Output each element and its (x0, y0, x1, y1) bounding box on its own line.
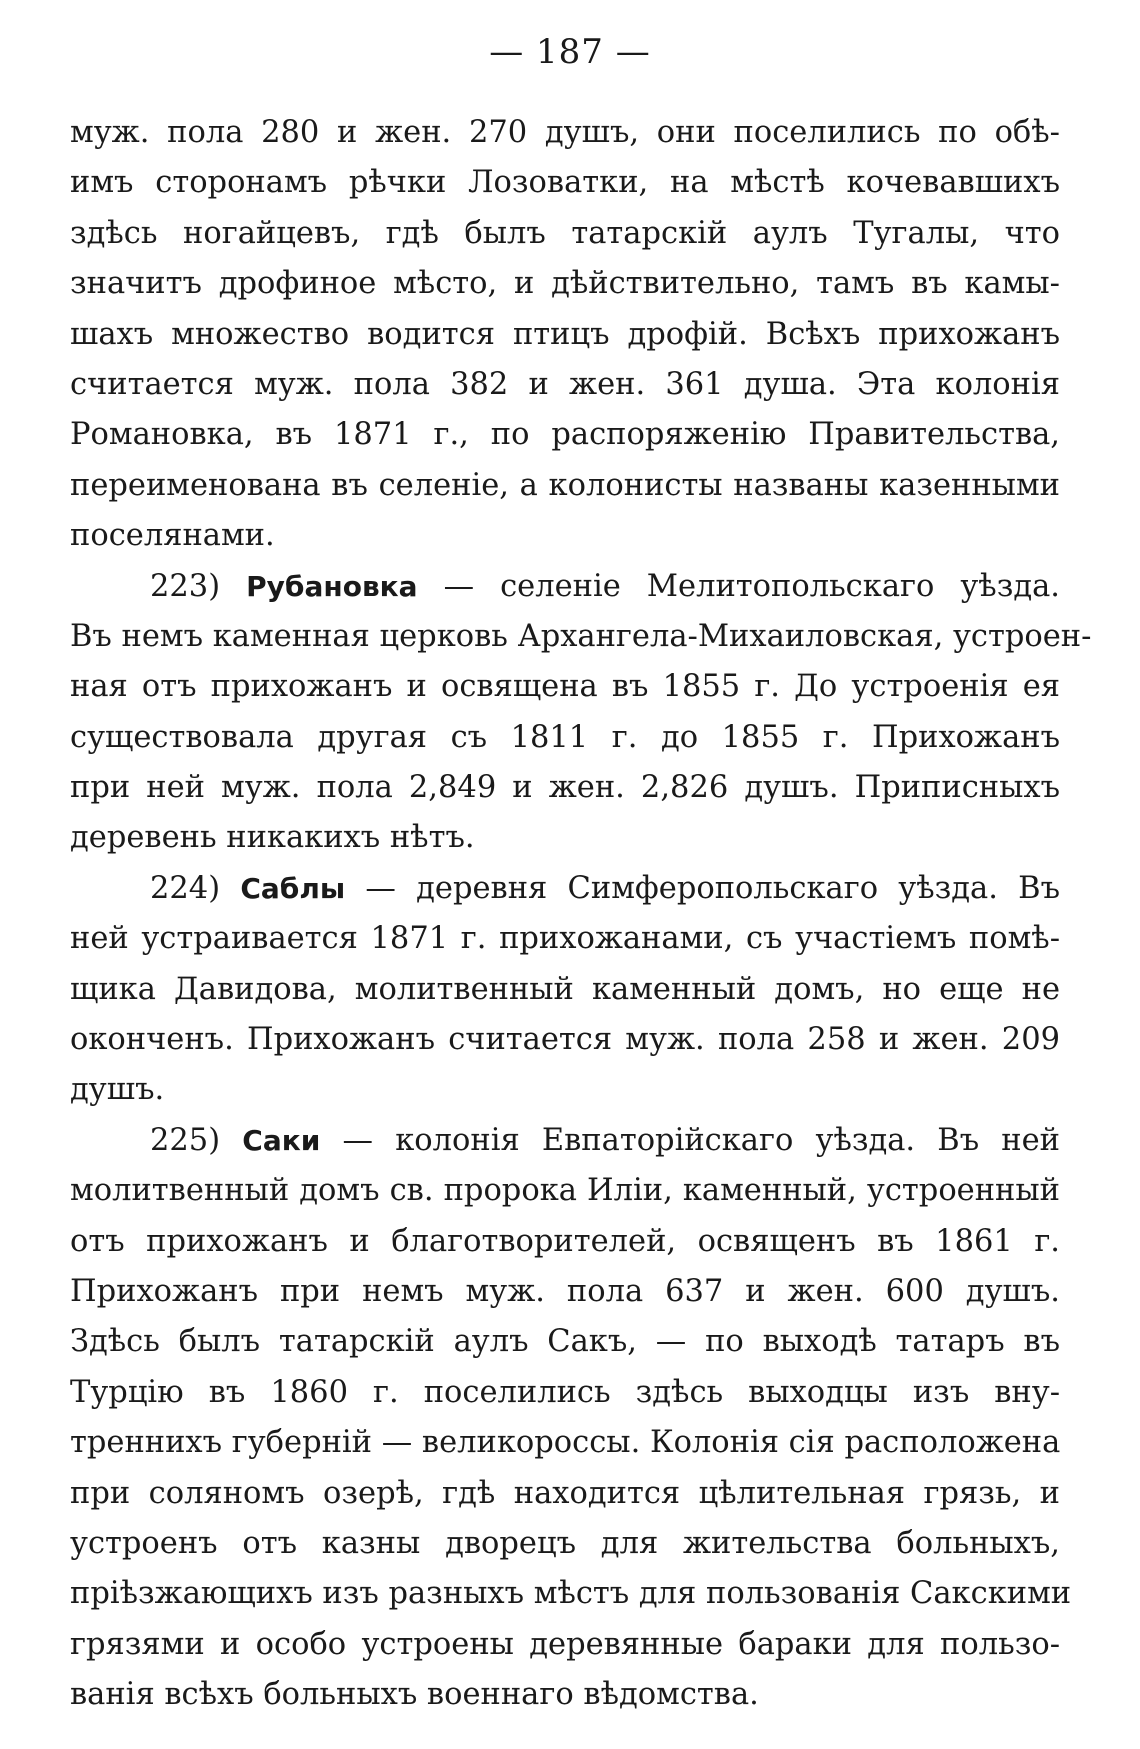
entry-name: Саки (242, 1123, 321, 1157)
paragraph-continuation (70, 108, 1060, 562)
entry-heading-rest: — селеніе Мелитопольскаго уѣзда. (417, 568, 1060, 604)
entry-heading-rest: — деревня Симферопольскаго уѣзда. Въ (345, 870, 1060, 906)
text-line: треннихъ губерній — великороссы. Колонія сія расположена (70, 1425, 1061, 1461)
text-line: Въ немъ каменная церковь Архангела-Михаиловская, устроен- (70, 618, 1092, 654)
text-line: душъ. (70, 1072, 165, 1108)
text-line: ванія всѣхъ больныхъ военнаго вѣдомства. (70, 1677, 759, 1713)
text-line: грязями и особо устроены деревянные бараки для пользо- (70, 1626, 1060, 1662)
text-line: при соляномъ озерѣ, гдѣ находится цѣлительная грязь, и (70, 1475, 1060, 1511)
entry-name: Рубановка (246, 569, 418, 603)
entry-number: 223) (150, 568, 221, 604)
text-line: щика Давидова, молитвенный каменный домъ, но еще не (70, 971, 1060, 1007)
text-line: Прихожанъ при немъ муж. пола 637 и жен. 600 душъ. (70, 1273, 1060, 1309)
text-line: устроенъ отъ казны дворецъ для жительства больныхъ, (70, 1525, 1060, 1561)
text-line: здѣсь ногайцевъ, гдѣ былъ татарскій аулъ Тугалы, что (70, 215, 1060, 251)
text-line: поселянами. (70, 518, 275, 554)
page-number: — 187 — (489, 32, 651, 72)
text-line: переименована въ селеніе, а колонисты названы казенными (70, 467, 1060, 503)
text-line: пріѣзжающихъ изъ разныхъ мѣстъ для пользованія Сакскими (70, 1576, 1072, 1612)
text-line: отъ прихожанъ и благотворителей, освященъ въ 1861 г. (70, 1223, 1060, 1259)
entry-name: Саблы (240, 871, 346, 905)
entry-224 (70, 864, 1060, 1116)
entry-heading-rest: — колонія Евпаторійскаго уѣзда. Въ ней (320, 1122, 1060, 1158)
entry-number: 225) (150, 1122, 221, 1158)
entry-223 (70, 562, 1092, 864)
text-line: Турцію въ 1860 г. поселились здѣсь выходцы изъ вну- (70, 1374, 1060, 1410)
text-line: ная отъ прихожанъ и освящена въ 1855 г. До устроенія ея (70, 669, 1060, 705)
text-line: шахъ множество водится птицъ дрофій. Всѣхъ прихожанъ (70, 316, 1060, 352)
text-line: Романовка, въ 1871 г., по распоряженію Правительства, (70, 417, 1060, 453)
text-line: имъ сторонамъ рѣчки Лозоватки, на мѣстѣ кочевавшихъ (70, 165, 1060, 201)
page-text (70, 108, 1092, 1721)
text-line: при ней муж. пола 2,849 и жен. 2,826 душъ. Приписныхъ (70, 770, 1060, 806)
entry-heading-line (70, 1116, 1060, 1166)
text-line: ней устраивается 1871 г. прихожанами, съ участіемъ помѣ- (70, 921, 1060, 957)
entry-heading-line (70, 562, 1060, 612)
text-line: оконченъ. Прихожанъ считается муж. пола 258 и жен. 209 (70, 1022, 1060, 1058)
text-line: молитвенный домъ св. пророка Иліи, каменный, устроенный (70, 1173, 1060, 1209)
text-line: Здѣсь былъ татарскій аулъ Сакъ, — по выходѣ татаръ въ (70, 1324, 1060, 1360)
text-line: деревень никакихъ нѣтъ. (70, 820, 475, 856)
text-line: существовала другая съ 1811 г. до 1855 г. Прихожанъ (70, 719, 1060, 755)
entry-225 (70, 1116, 1072, 1721)
text-line: муж. пола 280 и жен. 270 душъ, они поселились по обѣ- (70, 115, 1060, 150)
entry-number: 224) (150, 870, 221, 906)
text-line: считается муж. пола 382 и жен. 361 душа. Эта колонія (70, 366, 1060, 402)
entry-heading-line (70, 864, 1060, 914)
text-line: значитъ дрофиное мѣсто, и дѣйствительно, тамъ въ камы- (70, 266, 1060, 302)
